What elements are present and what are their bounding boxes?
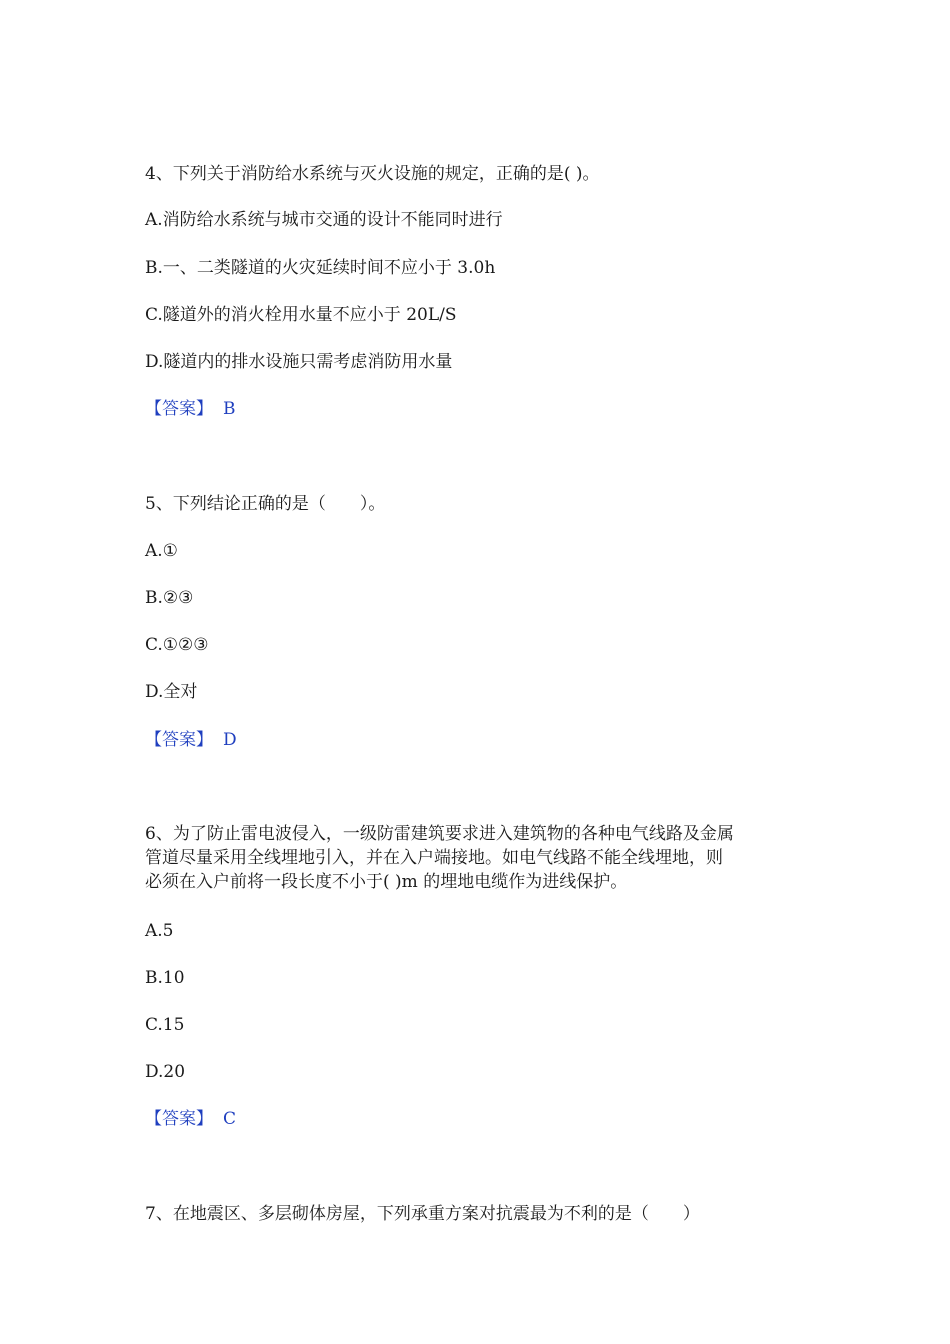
- question-5-stem: 5、下列结论正确的是（ ）。: [145, 494, 386, 514]
- question-6-stem: [145, 822, 810, 894]
- question-6-stem-line: 必须在入户前将一段长度不小于( )m 的埋地电缆作为进线保护。: [145, 872, 628, 892]
- answer-label: 【答案】: [145, 399, 213, 419]
- question-6-option-d: D.20: [145, 1062, 186, 1082]
- question-4-option-b: B.一、二类隧道的火灾延续时间不应小于 3.0h: [145, 258, 496, 278]
- question-4-answer: [145, 397, 236, 421]
- question-6-stem-line: 6、为了防止雷电波侵入，一级防雷建筑要求进入建筑物的各种电气线路及金属: [145, 824, 734, 844]
- question-4-option-c: C.隧道外的消火栓用水量不应小于 20L/S: [145, 305, 457, 325]
- question-4-option-d: D.隧道内的排水设施只需考虑消防用水量: [145, 352, 453, 372]
- question-6-option-b: B.10: [145, 968, 185, 988]
- question-4-option-a: A.消防给水系统与城市交通的设计不能同时进行: [145, 210, 503, 230]
- answer-value: C: [223, 1109, 237, 1129]
- question-6-stem-line: 管道尽量采用全线埋地引入，并在入户端接地。如电气线路不能全线埋地，则: [145, 848, 723, 868]
- answer-value: D: [223, 730, 237, 750]
- question-5-option-d: D.全对: [145, 682, 198, 702]
- question-6-answer: [145, 1107, 236, 1131]
- question-6-option-a: A.5: [145, 921, 174, 941]
- question-6-option-c: C.15: [145, 1015, 185, 1035]
- question-4-stem: 4、下列关于消防给水系统与灭火设施的规定，正确的是( )。: [145, 164, 600, 184]
- answer-label: 【答案】: [145, 730, 213, 750]
- answer-value: B: [223, 399, 236, 419]
- question-5-answer: [145, 728, 237, 752]
- answer-label: 【答案】: [145, 1109, 213, 1129]
- question-5-option-c: C.①②③: [145, 635, 209, 655]
- question-5-option-a: A.①: [145, 541, 178, 561]
- question-5-option-b: B.②③: [145, 588, 194, 608]
- question-7-stem: 7、在地震区、多层砌体房屋，下列承重方案对抗震最为不利的是（ ）: [145, 1204, 700, 1224]
